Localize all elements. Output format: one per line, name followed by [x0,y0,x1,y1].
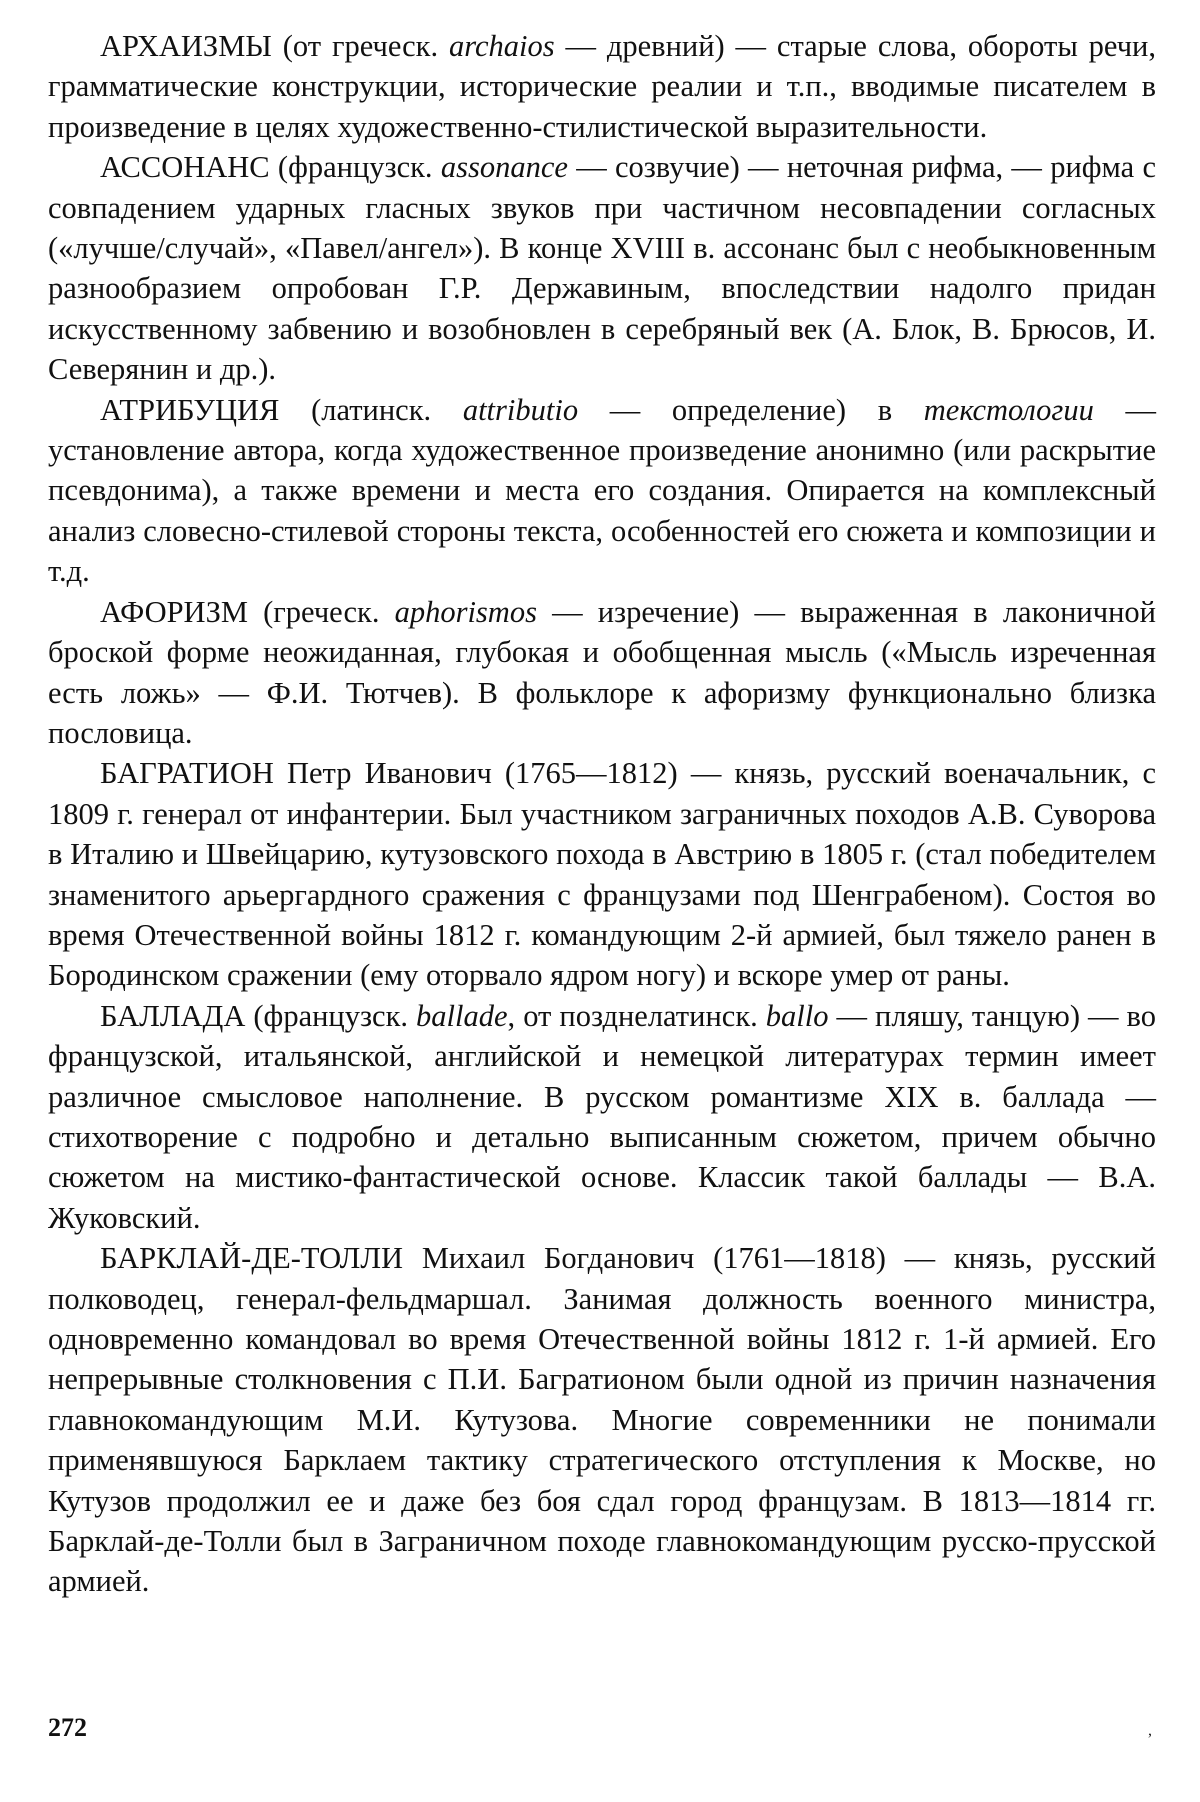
dictionary-page-text [48,26,1156,1602]
entry-cross-reference: текстологии [923,392,1094,427]
entry-aforizm [48,592,1156,754]
entry-text: (французск. [245,998,417,1033]
entry-etymology: attributio [462,392,579,427]
entry-assonans [48,147,1156,389]
entry-atributsiya [48,390,1156,592]
entry-ballada [48,996,1156,1238]
entry-term: АССОНАНС [100,150,270,185]
page-number: 272 [48,1713,87,1742]
entry-text: (латинск. [279,392,463,427]
entry-text: — установление автора, когда художественное произведение анонимно (или раскрытие псевдонима), а также времени и места его создания. Опирается на комплексный анализ словесно-стилевой стороны текста, особенностей его сюжета и композиции и т.д. [48,392,1156,589]
entry-text: — древний) — старые слова, обороты речи, грамматические конструкции, исторические реалии и т.п., вводимые писателем в произведение в целях художественно-стилистической выразительности. [48,29,1156,144]
entry-text: — изречение) — выраженная в лаконичной броской форме неожиданная, глубокая и обобщенная мысль («Мысль изреченная есть ложь» — Ф.И. Тютчев). В фольклоре к афоризму функционально близка пословица. [48,594,1156,750]
entry-etymology: ballade [416,998,508,1033]
entry-etymology: assonance [440,150,568,185]
entry-arkhaizmy [48,26,1156,147]
entry-term: АРХАИЗМЫ [100,29,272,63]
scan-mark: , [1148,1722,1152,1739]
entry-text: — созвучие) — неточная рифма, — рифма с совпадением ударных гласных звуков при частичном несовпадении согласных («лучше/случай», «Павел/ангел»). В конце XVIII в. ассонанс был с необыкновенным разнообразием опробован Г.Р. Державиным, впоследствии надолго придан искусственному забвению и возобновлен в серебряный век (А. Блок, В. Брюсов, И. Северянин и др.). [48,150,1156,387]
entry-text: Михаил Богданович (1761—1818) — князь, русский полководец, генерал-фельдмаршал. Занимая должность военного министра, одновременно командовал во время Отечественной войны 1812 г. 1-й армией. Его непрерывные столкновения с П.И. Багратионом были одной из причин назначения главнокомандующим М.И. Кутузова. Многие современники не понимали применявшуюся Барклаем тактику стратегического отступления к Москве, но Кутузов продолжил ее и даже без боя сдал город французам. В 1813—1814 гг. Барклай-де-Толли был в Заграничном походе главнокомандующим русско-прусской армией. [48,1241,1156,1599]
entry-term: АФОРИЗМ [100,594,248,629]
entry-text: Петр Иванович (1765—1812) — князь, русский военачальник, с 1809 г. генерал от инфантерии. Был участником заграничных походов А.В. Суворова в Италию и Швейцарию, кутузовского похода в Австрию в 1805 г. (стал победителем знаменитого арьергардного сражения с французами под Шенграбеном). Состоя во время Отечественной войны 1812 г. командующим 2-й армией, был тяжело ранен в Бородинском сражении (ему оторвало ядром ногу) и вскоре умер от раны. [48,756,1156,993]
entry-text: , от позднелатинск. [507,998,766,1033]
entry-term: БАЛЛАДА [100,998,246,1033]
entry-text: (греческ. [248,594,395,629]
entry-text: (от греческ. [271,29,449,63]
entry-etymology-secondary: ballo [765,998,829,1033]
entry-barklay-de-tolli [48,1238,1156,1602]
entry-text: — определение) в [578,392,924,427]
entry-term: АТРИБУЦИЯ [100,392,280,427]
entry-term: БАГРАТИОН [100,756,274,791]
entry-etymology: archaios [449,29,555,63]
entry-etymology: aphorismos [394,594,537,629]
entry-text: (французск. [269,150,441,185]
entry-term: БАРКЛАЙ-ДЕ-ТОЛЛИ [100,1241,404,1276]
entry-text: — пляшу, танцую) — во французской, итальянской, английской и немецкой литературах термин имеет различное смысловое наполнение. В русском романтизме XIX в. баллада — стихотворение с подробно и детально выписанным сюжетом, причем обычно сюжетом на мистико-фантастической основе. Классик такой баллады — В.А. Жуковский. [48,998,1156,1235]
entry-bagration [48,753,1156,995]
